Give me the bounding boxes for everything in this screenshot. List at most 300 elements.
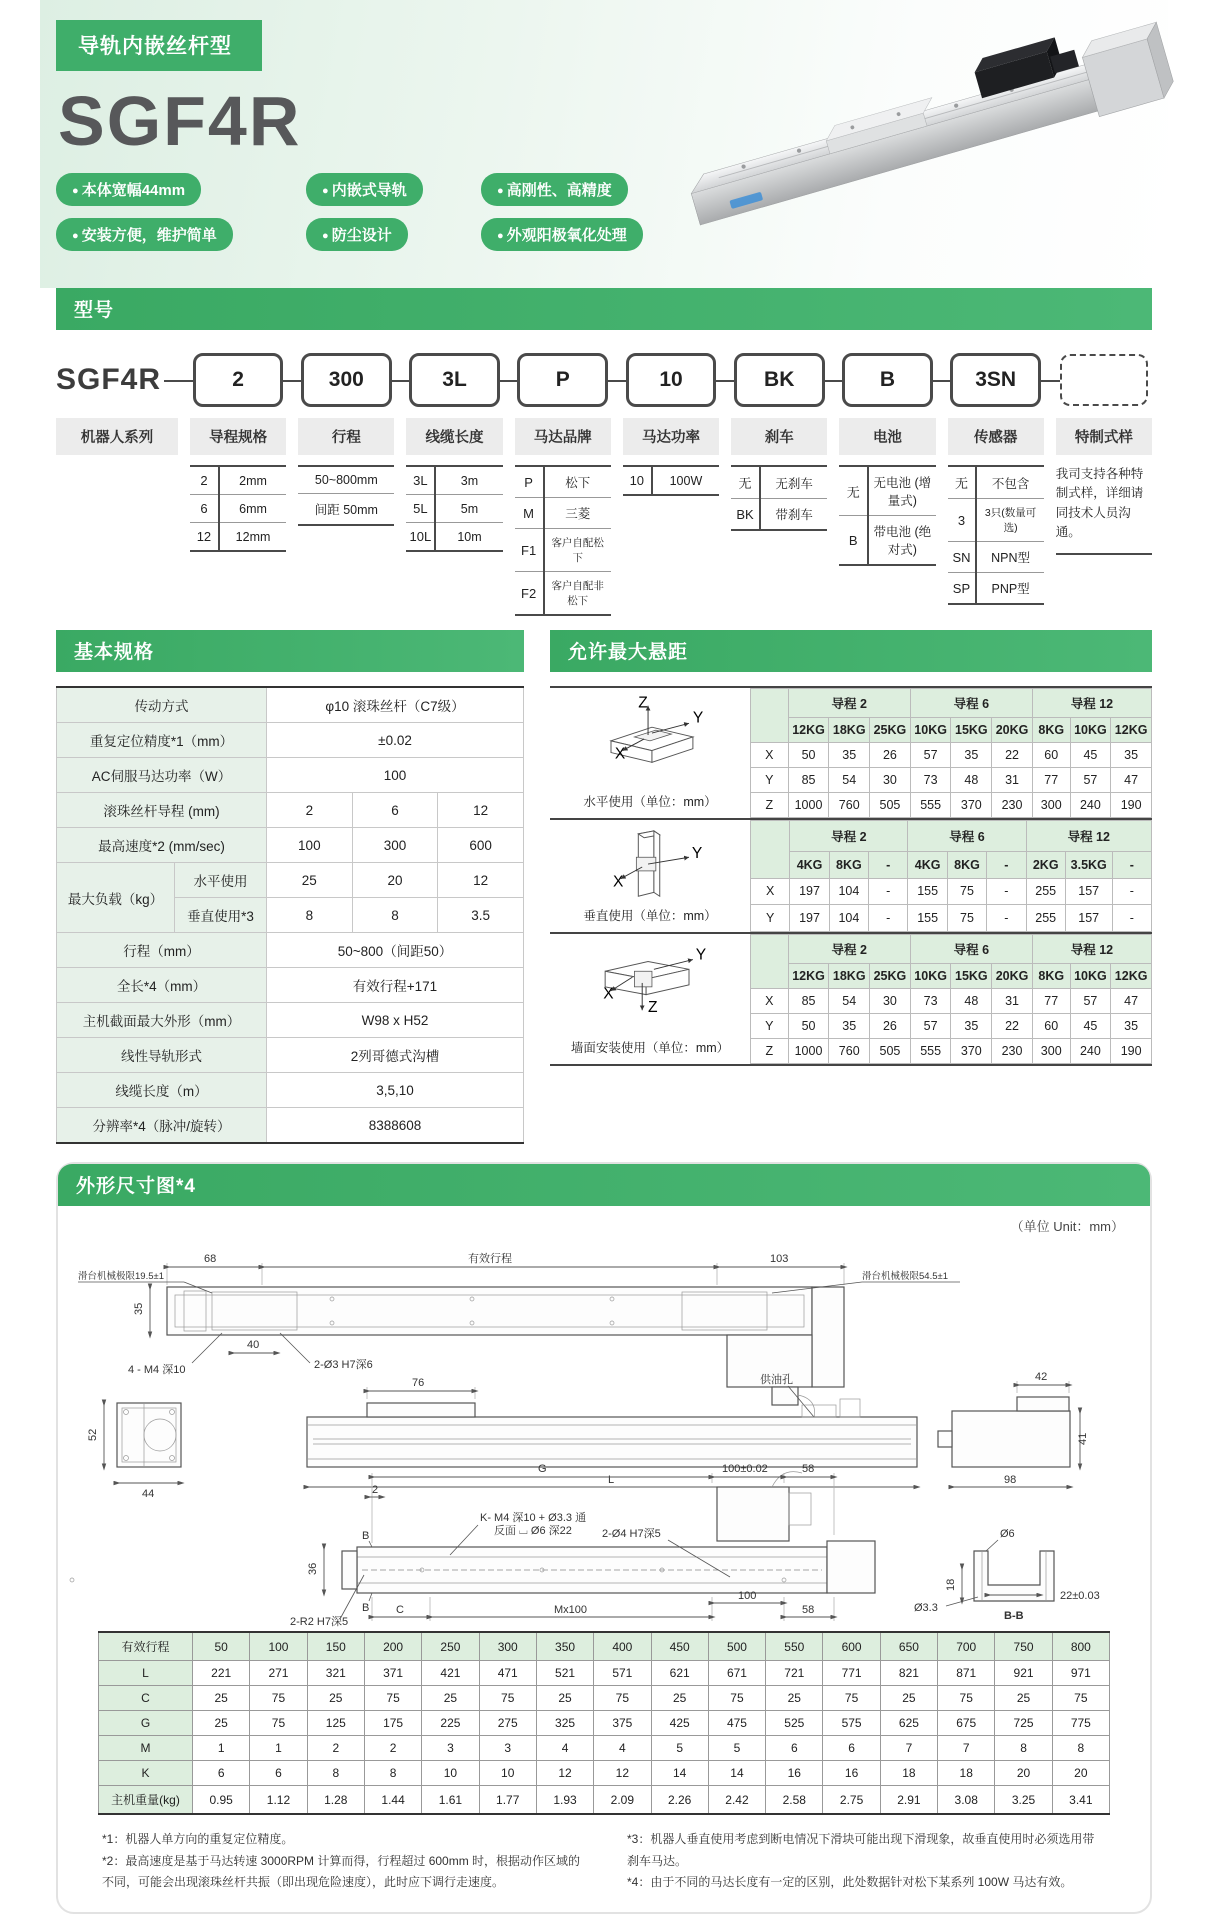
table-cell: 25: [422, 1686, 479, 1711]
table-cell: 3: [948, 499, 977, 542]
table-cell: 1000: [788, 793, 829, 818]
table-cell: 8KG: [1032, 718, 1070, 743]
feature-pill: ● 高刚性、高精度: [481, 173, 628, 206]
table-cell: 57: [1070, 989, 1111, 1014]
table-cell: 45: [1070, 1014, 1111, 1039]
table-cell: 5L: [406, 495, 435, 523]
table-cell: Z: [751, 1039, 789, 1064]
table-cell: 8KG: [1032, 964, 1070, 989]
vertical-use-caption: 垂直使用（单位：mm）: [583, 909, 717, 923]
table-cell: [751, 821, 790, 879]
table-cell: 425: [651, 1711, 708, 1736]
table-cell: 2.75: [823, 1786, 880, 1815]
model-code-row: [56, 342, 1152, 418]
table-cell: -: [987, 878, 1026, 905]
table-cell: 18: [938, 1761, 995, 1786]
table-cell: 10m: [457, 529, 482, 544]
table-cell: 760: [829, 793, 870, 818]
table-cell: 75: [594, 1686, 651, 1711]
table-cell: 行程（mm）: [57, 933, 267, 968]
table-cell: φ10 滚珠丝杆（C7级）: [267, 687, 524, 723]
svg-text:Ø6: Ø6: [1000, 1528, 1015, 1540]
svg-text:58: 58: [802, 1604, 815, 1616]
table-cell: 3.08: [938, 1786, 995, 1815]
cantilever-section: [550, 630, 1152, 1144]
table-cell: 12: [536, 1761, 593, 1786]
table-cell: 16: [823, 1761, 880, 1786]
section-bar-cantilever: 允许最大悬距: [550, 630, 1152, 672]
table-cell: 8388608: [267, 1108, 524, 1144]
table-cell: 25: [193, 1686, 250, 1711]
table-cell: M: [99, 1736, 193, 1761]
model-options-grid: [56, 418, 1152, 616]
table-cell: 157: [1065, 905, 1112, 932]
svg-text:Mx100: Mx100: [554, 1604, 588, 1616]
feature-pill: ● 防尘设计: [306, 218, 408, 251]
table-cell: 主机截面最大外形（mm）: [57, 1003, 267, 1038]
svg-text:有效行程: 有效行程: [468, 1253, 512, 1265]
table-cell: Y: [751, 1014, 789, 1039]
table-cell: 671: [708, 1661, 765, 1686]
table-cell: 75: [823, 1686, 880, 1711]
table-cell: 3.5KG: [1065, 851, 1112, 878]
table-cell: 4KG: [908, 851, 947, 878]
table-cell: 18KG: [829, 718, 870, 743]
table-cell: 421: [422, 1661, 479, 1686]
table-cell: 370: [951, 793, 992, 818]
option-label-lead: 导程规格: [190, 418, 286, 455]
code-box-custom: [1060, 354, 1149, 406]
table-cell: 300: [1032, 1039, 1070, 1064]
table-cell: 10L: [406, 523, 435, 552]
svg-text:4 - M4 深10: 4 - M4 深10: [128, 1364, 186, 1376]
svg-text:Z: Z: [638, 694, 648, 712]
table-cell: 滚珠丝杆导程 (mm): [57, 793, 267, 828]
table-cell: 85: [788, 768, 829, 793]
table-cell: 导程 2: [788, 689, 910, 718]
table-cell: 22: [992, 743, 1033, 768]
svg-text:Y: Y: [692, 709, 704, 727]
table-cell: 无: [948, 466, 977, 499]
table-cell: 47: [1111, 989, 1152, 1014]
table-cell: 50: [193, 1632, 250, 1661]
table-cell: 8: [1052, 1736, 1109, 1761]
svg-text:52: 52: [87, 1428, 99, 1441]
table-cell: 10KG: [910, 964, 951, 989]
table-cell: 2.26: [651, 1786, 708, 1815]
table-cell: 3.5: [438, 898, 524, 933]
option-label-power: 马达功率: [623, 418, 719, 455]
table-cell: 14: [708, 1761, 765, 1786]
table-cell: 7: [938, 1736, 995, 1761]
table-cell: 25: [267, 863, 353, 898]
table-cell: 35: [829, 743, 870, 768]
table-cell: 线性导轨形式: [57, 1038, 267, 1073]
svg-text:滑台机械极限54.5±1: 滑台机械极限54.5±1: [862, 1271, 948, 1282]
svg-text:X: X: [603, 985, 614, 1003]
svg-text:K- M4 深10 + Ø3.3 通: K- M4 深10 + Ø3.3 通: [480, 1512, 587, 1524]
svg-text:滑台机械极限19.5±1: 滑台机械极限19.5±1: [78, 1271, 164, 1282]
table-cell: 255: [1026, 878, 1065, 905]
table-cell: AC伺服马达功率（W）: [57, 758, 267, 793]
table-cell: 321: [307, 1661, 364, 1686]
table-cell: 8: [995, 1736, 1052, 1761]
table-cell: 18KG: [829, 964, 870, 989]
table-cell: 10: [623, 466, 652, 495]
table-cell: 有效行程+171: [267, 968, 524, 1003]
table-cell: 550: [766, 1632, 823, 1661]
table-cell: 12KG: [788, 718, 829, 743]
table-cell: 最大负载（kg）: [57, 863, 175, 933]
table-cell: 240: [1070, 793, 1111, 818]
page-title: SGF4R: [58, 82, 302, 160]
table-cell: 300: [352, 828, 438, 863]
unit-note: （单位 Unit：mm）: [1010, 1219, 1124, 1234]
table-cell: 7: [880, 1736, 937, 1761]
wall-mount-caption: 墙面安装使用（单位：mm）: [570, 1041, 730, 1055]
basic-specs-table: [56, 686, 524, 1144]
table-cell: 4KG: [790, 851, 829, 878]
vertical-use-diagram: [590, 828, 710, 906]
table-cell: G: [99, 1711, 193, 1736]
table-cell: 275: [479, 1711, 536, 1736]
option-label-stroke: 行程: [298, 418, 394, 455]
table-cell: 25KG: [870, 718, 911, 743]
table-cell: 57: [1070, 768, 1111, 793]
table-cell: 225: [422, 1711, 479, 1736]
table-cell: 35: [829, 1014, 870, 1039]
table-cell: 2.42: [708, 1786, 765, 1815]
table-cell: 45: [1070, 743, 1111, 768]
svg-text:68: 68: [204, 1253, 217, 1265]
table-cell: 35: [1111, 1014, 1152, 1039]
table-cell: 10KG: [910, 718, 951, 743]
table-cell: 75: [479, 1686, 536, 1711]
table-cell: 导程 12: [1032, 935, 1151, 964]
svg-text:22±0.03: 22±0.03: [1060, 1590, 1100, 1602]
table-cell: 8: [352, 898, 438, 933]
table-cell: 不包含: [976, 466, 1043, 499]
table-cell: 475: [708, 1711, 765, 1736]
svg-text:G: G: [538, 1463, 547, 1475]
table-cell: 2: [364, 1736, 421, 1761]
table-cell: 104: [829, 905, 868, 932]
section-bar-model: 型号: [56, 288, 1152, 330]
code-box-battery: B: [842, 353, 933, 407]
table-cell: 370: [951, 1039, 992, 1064]
table-cell: 25KG: [870, 964, 911, 989]
table-cell: 175: [364, 1711, 421, 1736]
table-cell: 255: [1026, 905, 1065, 932]
table-cell: Y: [751, 905, 790, 932]
table-cell: -: [1112, 905, 1151, 932]
table-cell: L: [99, 1661, 193, 1686]
svg-text:供油孔: 供油孔: [760, 1374, 793, 1386]
svg-text:36: 36: [307, 1562, 319, 1575]
table-cell: 松下: [544, 466, 611, 498]
footnote-4: *4：由于不同的马达长度有一定的区别，此处数据针对松下某系列 100W 马达有效。: [627, 1875, 1073, 1890]
table-cell: 12: [190, 523, 219, 552]
table-cell: 371: [364, 1661, 421, 1686]
table-cell: 50~800mm: [298, 466, 394, 494]
table-cell: 带电池 (绝对式): [873, 525, 932, 557]
table-cell: 48: [951, 768, 992, 793]
table-cell: 750: [995, 1632, 1052, 1661]
table-cell: 8KG: [829, 851, 868, 878]
table-cell: 20KG: [992, 964, 1033, 989]
dimensions-panel: [56, 1162, 1152, 1914]
table-cell: 1000: [788, 1039, 829, 1064]
footnotes: [58, 1815, 1150, 1912]
table-cell: 60: [1032, 743, 1070, 768]
table-cell: 3L: [406, 466, 435, 495]
table-cell: 20: [1052, 1761, 1109, 1786]
table-cell: 4: [536, 1736, 593, 1761]
table-cell: 971: [1052, 1661, 1109, 1686]
table-cell: 10KG: [1070, 964, 1111, 989]
option-label-brake: 刹车: [731, 418, 827, 455]
table-cell: 2.91: [880, 1786, 937, 1815]
svg-text:40: 40: [247, 1339, 260, 1351]
table-cell: 12mm: [235, 529, 271, 544]
svg-text:2-Ø3 H7深6: 2-Ø3 H7深6: [314, 1359, 373, 1371]
table-cell: 2.58: [766, 1786, 823, 1815]
table-cell: 571: [594, 1661, 651, 1686]
dimension-drawings: [72, 1235, 1136, 1627]
table-cell: ±0.02: [267, 723, 524, 758]
svg-text:2: 2: [372, 1484, 379, 1496]
table-cell: 3: [479, 1736, 536, 1761]
table-cell: 871: [938, 1661, 995, 1686]
table-cell: 间距 50mm: [314, 503, 378, 517]
table-cell: 22: [992, 1014, 1033, 1039]
table-cell: 12KG: [1111, 964, 1152, 989]
table-cell: 725: [995, 1711, 1052, 1736]
table-cell: 250: [422, 1632, 479, 1661]
table-cell: 12KG: [1111, 718, 1152, 743]
table-cell: 50~800（间距50）: [267, 933, 524, 968]
table-cell: 57: [910, 1014, 951, 1039]
table-cell: 2: [190, 466, 219, 495]
table-cell: 35: [951, 743, 992, 768]
table-cell: 521: [536, 1661, 593, 1686]
table-cell: 821: [880, 1661, 937, 1686]
table-cell: -: [987, 905, 1026, 932]
table-cell: 1.61: [422, 1786, 479, 1815]
table-cell: 47: [1111, 768, 1152, 793]
series-type-tag: 导轨内嵌丝杆型: [56, 20, 262, 71]
table-cell: 有效行程: [99, 1632, 193, 1661]
table-cell: 0.95: [193, 1786, 250, 1815]
table-cell: 100: [250, 1632, 307, 1661]
table-cell: 721: [766, 1661, 823, 1686]
table-cell: 190: [1111, 793, 1152, 818]
dimensions-table: [98, 1631, 1110, 1815]
table-cell: 20: [352, 863, 438, 898]
svg-text:B: B: [362, 1602, 370, 1614]
table-cell: 31: [992, 989, 1033, 1014]
table-cell: 450: [651, 1632, 708, 1661]
table-cell: 水平使用: [175, 863, 267, 898]
table-cell: 30: [870, 989, 911, 1014]
svg-text:C: C: [396, 1604, 404, 1616]
table-cell: 2.09: [594, 1786, 651, 1815]
table-cell: 主机重量(kg): [99, 1786, 193, 1815]
table-cell: 8KG: [947, 851, 986, 878]
table-cell: -: [869, 851, 908, 878]
svg-text:35: 35: [133, 1302, 145, 1315]
basic-specs-section: [56, 630, 524, 1144]
option-label-brand: 马达品牌: [515, 418, 611, 455]
table-cell: 35: [951, 1014, 992, 1039]
table-cell: 14: [651, 1761, 708, 1786]
table-cell: 26: [870, 1014, 911, 1039]
footnote-3: *3：机器人垂直使用考虑到断电情况下滑块可能出现下滑现象，故垂直使用时必须选用带刹车马达。: [627, 1832, 1095, 1868]
table-cell: 5: [708, 1736, 765, 1761]
table-cell: 10KG: [1070, 718, 1111, 743]
table-cell: 26: [870, 743, 911, 768]
table-cell: 客户自配非松下: [551, 580, 604, 607]
section-bar-specs: 基本规格: [56, 630, 524, 672]
table-cell: 197: [790, 878, 829, 905]
table-cell: 三菱: [544, 498, 611, 529]
table-cell: 555: [910, 793, 951, 818]
table-cell: 1.77: [479, 1786, 536, 1815]
table-cell: 16: [766, 1761, 823, 1786]
svg-text:103: 103: [770, 1253, 789, 1265]
table-cell: 621: [651, 1661, 708, 1686]
table-cell: 155: [908, 905, 947, 932]
table-cell: 3,5,10: [267, 1073, 524, 1108]
table-cell: C: [99, 1686, 193, 1711]
table-cell: NPN型: [976, 542, 1043, 573]
table-cell: 15KG: [951, 718, 992, 743]
feature-pill: ● 外观阳极氧化处理: [481, 218, 643, 251]
table-cell: 155: [908, 878, 947, 905]
table-cell: 垂直使用*3: [175, 898, 267, 933]
table-cell: 31: [992, 768, 1033, 793]
feature-pill: ● 安装方便，维护简单: [56, 218, 233, 251]
code-box-lead: 2: [193, 353, 284, 407]
product-image: [674, 18, 1174, 248]
table-cell: 125: [307, 1711, 364, 1736]
table-cell: 2: [267, 793, 353, 828]
table-cell: 12: [438, 793, 524, 828]
svg-text:76: 76: [412, 1377, 425, 1389]
table-cell: 导程 12: [1032, 689, 1151, 718]
table-cell: 200: [364, 1632, 421, 1661]
wall-mount-diagram: [590, 942, 710, 1020]
svg-text:Z: Z: [648, 999, 658, 1017]
table-cell: 75: [364, 1686, 421, 1711]
table-cell: 3m: [435, 466, 502, 495]
table-cell: -: [869, 905, 908, 932]
svg-text:B: B: [362, 1530, 370, 1542]
table-cell: 75: [947, 878, 986, 905]
table-cell: 50: [788, 743, 829, 768]
table-cell: 6: [352, 793, 438, 828]
table-cell: W98 x H52: [267, 1003, 524, 1038]
horizontal-use-diagram: [590, 696, 710, 774]
top-view: [78, 1251, 960, 1419]
table-cell: F1: [515, 529, 544, 572]
table-cell: 3只(数量可选): [976, 499, 1043, 542]
table-cell: Z: [751, 793, 789, 818]
table-cell: 75: [250, 1711, 307, 1736]
table-cell: SN: [948, 542, 977, 573]
table-cell: 18: [880, 1761, 937, 1786]
svg-text:X: X: [612, 873, 624, 891]
table-cell: 675: [938, 1711, 995, 1736]
table-cell: 75: [947, 905, 986, 932]
table-cell: 300: [479, 1632, 536, 1661]
table-cell: 85: [788, 989, 829, 1014]
table-cell: 230: [992, 793, 1033, 818]
table-cell: 无电池 (增量式): [868, 466, 935, 516]
table-cell: 2列哥德式沟槽: [267, 1038, 524, 1073]
table-cell: 75: [1052, 1686, 1109, 1711]
table-cell: 12KG: [788, 964, 829, 989]
table-cell: 20: [995, 1761, 1052, 1786]
table-cell: 50: [788, 1014, 829, 1039]
code-box-sensor: 3SN: [950, 353, 1041, 407]
table-cell: Y: [751, 768, 789, 793]
table-cell: 25: [880, 1686, 937, 1711]
table-cell: 73: [910, 768, 951, 793]
table-cell: 505: [870, 1039, 911, 1064]
table-cell: 400: [594, 1632, 651, 1661]
table-cell: 625: [880, 1711, 937, 1736]
option-label-custom: 特制式样: [1056, 418, 1152, 455]
table-cell: 54: [829, 768, 870, 793]
table-cell: 1.93: [536, 1786, 593, 1815]
svg-text:2-R2 H7深5: 2-R2 H7深5: [290, 1616, 349, 1628]
section-bar-dimensions: 外形尺寸图*4: [58, 1164, 1150, 1206]
table-cell: 650: [880, 1632, 937, 1661]
table-cell: -: [1112, 851, 1151, 878]
table-cell: 760: [829, 1039, 870, 1064]
svg-text:100±0.02: 100±0.02: [722, 1463, 768, 1475]
code-box-brand: P: [517, 353, 608, 407]
table-cell: 15KG: [951, 964, 992, 989]
table-cell: 25: [536, 1686, 593, 1711]
table-cell: K: [99, 1761, 193, 1786]
table-cell: 20KG: [992, 718, 1033, 743]
table-cell: 最高速度*2 (mm/sec): [57, 828, 267, 863]
table-cell: 3.41: [1052, 1786, 1109, 1815]
table-cell: 375: [594, 1711, 651, 1736]
table-cell: 500: [708, 1632, 765, 1661]
table-cell: 471: [479, 1661, 536, 1686]
table-cell: BK: [731, 499, 760, 531]
section-bb: [914, 1528, 1100, 1622]
table-cell: 505: [870, 793, 911, 818]
code-box-brake: BK: [734, 353, 825, 407]
table-cell: [751, 689, 789, 743]
svg-text:42: 42: [1035, 1371, 1048, 1383]
table-cell: 5m: [435, 495, 502, 523]
svg-text:L: L: [608, 1474, 615, 1486]
table-cell: 3.25: [995, 1786, 1052, 1815]
table-cell: 600: [438, 828, 524, 863]
table-cell: -: [869, 878, 908, 905]
table-cell: 525: [766, 1711, 823, 1736]
feature-pill: ● 本体宽幅44mm: [56, 173, 201, 206]
table-cell: 2KG: [1026, 851, 1065, 878]
table-cell: 100: [267, 758, 524, 793]
table-cell: 10: [422, 1761, 479, 1786]
footnote-2: *2：最高速度是基于马达转速 3000RPM 计算而得，行程超过 600mm 时，根据动作区域的不同，可能会出现滚珠丝杆共振（即出现危险速度），此时应下调行走速度。: [102, 1853, 581, 1890]
